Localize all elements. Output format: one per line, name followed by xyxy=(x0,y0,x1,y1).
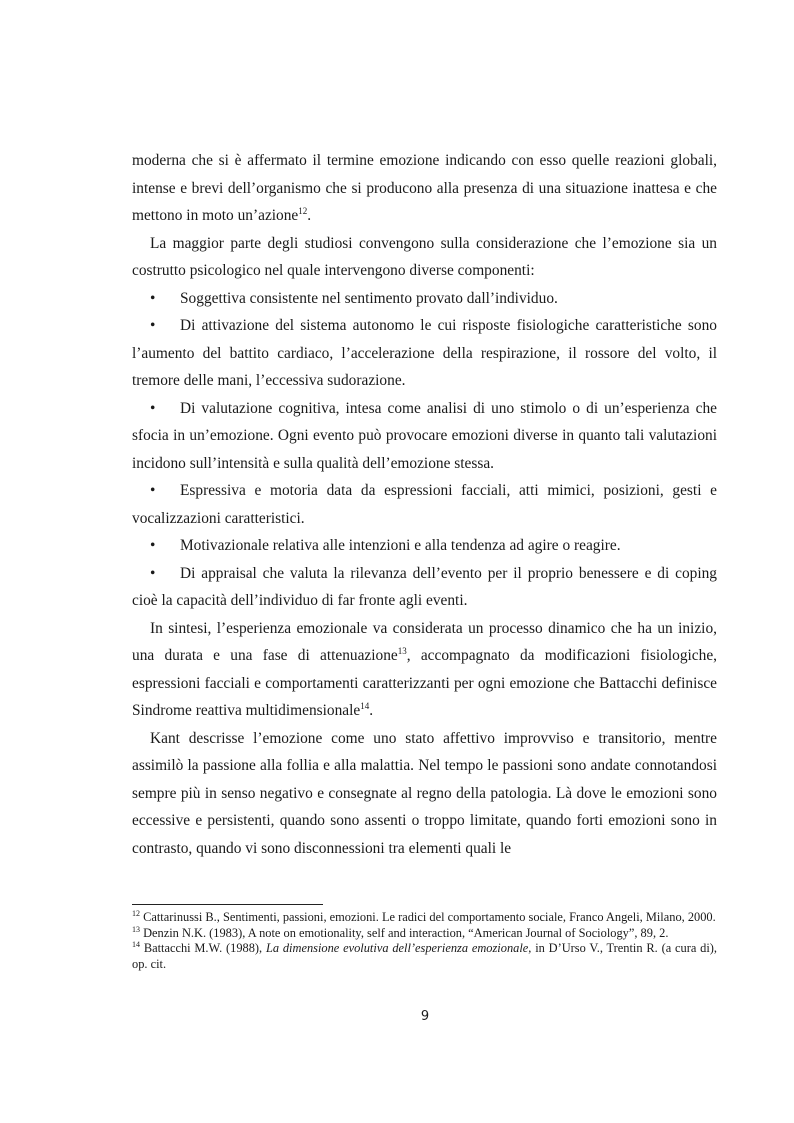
body-text xyxy=(132,147,717,862)
bullet-icon: • xyxy=(150,399,156,417)
paragraph: In sintesi, l’esperienza emozionale va considerata un processo dinamico che ha un inizio, una durata e una fase di attenuazione$^{13}$, accompagnato da modificazioni fisiologiche, espressioni facciali e comportamenti caratterizzanti per ogni emozione che Battacchi definisce Sindrome reattiva multidimensionale$^{14}$. xyxy=(132,619,717,719)
bullet-icon: • xyxy=(150,564,156,582)
footnotes xyxy=(132,910,717,972)
footnote: $^{14}$ Battacchi M.W. (1988), La dimensione evolutiva dell’esperienza emozionale, in D’Urso V., Trentin R. (a cura di), op. cit. xyxy=(132,939,717,971)
bullet-icon: • xyxy=(150,537,156,554)
bullet-icon: • xyxy=(150,289,156,307)
footnote-divider xyxy=(132,904,323,905)
footnote-ref: 13 xyxy=(397,645,407,656)
page-number-container xyxy=(0,1009,794,1024)
footnote: $^{13}$ Denzin N.K. (1983), A note on emotionality, self and interaction, “American Journal of Sociology”, 89, 2. xyxy=(132,924,669,940)
bullet-item: • Motivazionale relativa alle intenzioni e alla tendenza ad agire o reagire. xyxy=(132,532,717,560)
paragraph: moderna che si è affermato il termine emozione indicando con esso quelle reazioni globali, intense e brevi dell’organismo che si producono alla presenza di una situazione inattesa e che mettono in moto un’azione$^{12}$. xyxy=(132,152,717,224)
bullet-item: • Soggettiva consistente nel sentimento provato dall’individuo. xyxy=(132,285,717,313)
bullet-item: • Di valutazione cognitiva, intesa come analisi di uno stimolo o di un’esperienza che sfocia in un’emozione. Ogni evento può provocare emozioni diverse in quanto tali valutazioni incidono sull’intensità e sulla qualità dell’emozione stessa. xyxy=(132,395,717,478)
bullet-item: • Di attivazione del sistema autonomo le cui risposte fisiologiche caratteristiche sono l’aumento del battito cardiaco, l’accelerazione della respirazione, il rossore del volto, il tremore delle mani, l’eccessiva sudorazione. xyxy=(132,312,717,395)
footnote-ref: 14 xyxy=(360,700,370,711)
bullet-icon: • xyxy=(150,317,156,334)
page-number: 9 xyxy=(420,1009,430,1024)
bullet-icon: • xyxy=(150,482,156,499)
bullet-item: • Espressiva e motoria data da espressioni facciali, atti mimici, posizioni, gesti e vocalizzazioni caratteristici. xyxy=(132,477,717,532)
footnote: $^{12}$ Cattarinussi B., Sentimenti, passioni, emozioni. Le radici del comportamento sociale, Franco Angeli, Milano, 2000. xyxy=(132,908,716,924)
footnote-ref: 12 xyxy=(298,205,308,216)
bullet-item: • Di appraisal che valuta la rilevanza dell’evento per il proprio benessere e di coping cioè la capacità dell’individuo di far fronte agli eventi. xyxy=(132,560,717,615)
paragraph: Kant descrisse l’emozione come uno stato affettivo improvviso e transitorio, mentre assimilò la passione alla follia e alla malattia. Nel tempo le passioni sono andate connotandosi sempre più in senso negativo e consegnate al regno della patologia. Là dove le emozioni sono eccessive e persistenti, quando sono assenti o troppo limitate, quando forti emozioni sono in contrasto, quando vi sono disconnessioni tra elementi quali le xyxy=(132,729,717,857)
paragraph: La maggior parte degli studiosi convengono sulla considerazione che l’emozione sia un costrutto psicologico nel quale intervengono diverse componenti: xyxy=(132,234,717,279)
